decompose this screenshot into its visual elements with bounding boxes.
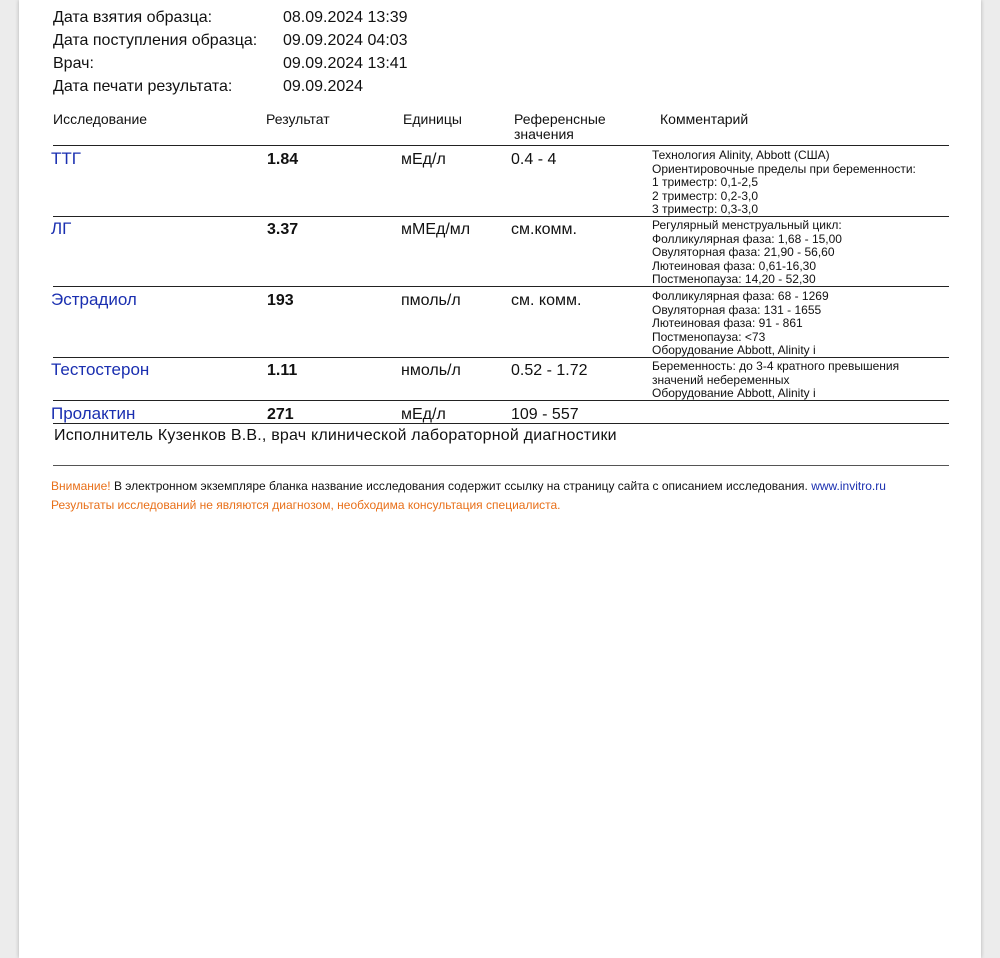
header-units: Единицы: [403, 111, 462, 127]
reference-value: см.комм.: [511, 221, 577, 238]
comment-line: 2 триместр: 0,2-3,0: [652, 189, 759, 203]
test-link-lh[interactable]: ЛГ: [51, 219, 72, 238]
table-divider: [53, 286, 949, 287]
meta-value: 09.09.2024 13:41: [283, 55, 408, 72]
unit-value: мЕд/л: [401, 406, 446, 423]
comment-line: Постменопауза: 14,20 - 52,30: [652, 273, 816, 286]
result-value: 3.37: [267, 221, 299, 238]
comment-block: [652, 360, 899, 401]
footer-notice: [51, 479, 886, 493]
comment-line: 3 триместр: 0,3-3,0: [652, 203, 759, 216]
result-value: 1.84: [267, 151, 299, 168]
table-divider: [53, 357, 949, 358]
unit-value: мЕд/л: [401, 151, 446, 168]
test-link-testosterone[interactable]: Тестостерон: [51, 360, 150, 379]
comment-line: Беременность: до 3-4 кратного превышения: [652, 360, 900, 373]
unit-value: пмоль/л: [401, 292, 461, 309]
meta-label: Врач:: [53, 55, 94, 72]
table-divider: [53, 145, 949, 146]
notice-text: В электронном экземпляре бланка название исследования содержит ссылку на страницу сайта с описанием исследования.: [110, 479, 812, 493]
comment-line: Постменопауза: <73: [652, 330, 766, 344]
comment-block: [652, 149, 916, 217]
comment-line: 1 триместр: 0,1-2,5: [652, 176, 759, 189]
meta-label: Дата взятия образца:: [53, 9, 213, 26]
reference-value: 0.4 - 4: [511, 151, 557, 168]
footer-divider: [53, 465, 949, 466]
table-divider: [53, 400, 949, 401]
comment-line: Ориентировочные пределы при беременности:: [652, 162, 916, 176]
result-value: 1.11: [267, 362, 298, 379]
test-link-tsh[interactable]: ТТГ: [51, 149, 81, 168]
comment-line: Фолликулярная фаза: 68 - 1269: [652, 290, 829, 303]
meta-value: 08.09.2024 13:39: [283, 9, 408, 26]
table-divider: [53, 216, 949, 217]
header-reference: [514, 112, 606, 142]
meta-label: Дата поступления образца:: [53, 32, 258, 49]
executor-signature: Исполнитель Кузенков В.В., врач клинической лабораторной диагностики: [54, 427, 617, 444]
warning-label: Внимание!: [51, 479, 111, 493]
test-link-estradiol[interactable]: Эстрадиол: [51, 290, 137, 309]
comment-line: Овуляторная фаза: 131 - 1655: [652, 303, 822, 317]
meta-value: 09.09.2024: [283, 78, 364, 95]
comment-line: Технология Alinity, Abbott (США): [652, 149, 830, 162]
comment-line: Лютеиновая фаза: 91 - 861: [652, 317, 803, 330]
unit-value: нмоль/л: [401, 362, 461, 379]
reference-value: см. комм.: [511, 292, 582, 309]
comment-line: Фолликулярная фаза: 1,68 - 15,00: [652, 232, 842, 246]
test-link-prolactin[interactable]: Пролактин: [51, 404, 136, 423]
comment-line: Оборудование Abbott, Alinity i: [652, 344, 816, 357]
comment-line: значений небеременных: [652, 373, 790, 387]
header-result: Результат: [266, 111, 330, 127]
meta-value: 09.09.2024 04:03: [283, 32, 408, 49]
header-comment: Комментарий: [660, 111, 749, 127]
header-test: Исследование: [53, 111, 148, 127]
comment-line: Оборудование Abbott, Alinity i: [652, 387, 816, 400]
comment-line: Регулярный менструальный цикл:: [652, 219, 842, 232]
comment-block: [652, 219, 842, 287]
table-divider: [53, 423, 949, 424]
comment-line: Лютеиновая фаза: 0,61-16,30: [652, 259, 817, 273]
reference-value: 0.52 - 1.72: [511, 362, 588, 379]
header-reference-line2: значения: [514, 126, 574, 142]
invitro-link[interactable]: www.invitro.ru: [811, 479, 886, 493]
comment-line: Овуляторная фаза: 21,90 - 56,60: [652, 246, 835, 259]
result-value: 193: [267, 292, 294, 309]
unit-value: мМЕд/мл: [401, 221, 471, 238]
header-reference-line1: Референсные: [514, 111, 606, 127]
comment-block: [652, 290, 829, 358]
result-value: 271: [267, 406, 294, 423]
meta-label: Дата печати результата:: [53, 78, 233, 95]
footer-disclaimer: Результаты исследований не являются диагнозом, необходима консультация специалиста.: [51, 498, 561, 512]
reference-value: 109 - 557: [511, 406, 579, 423]
